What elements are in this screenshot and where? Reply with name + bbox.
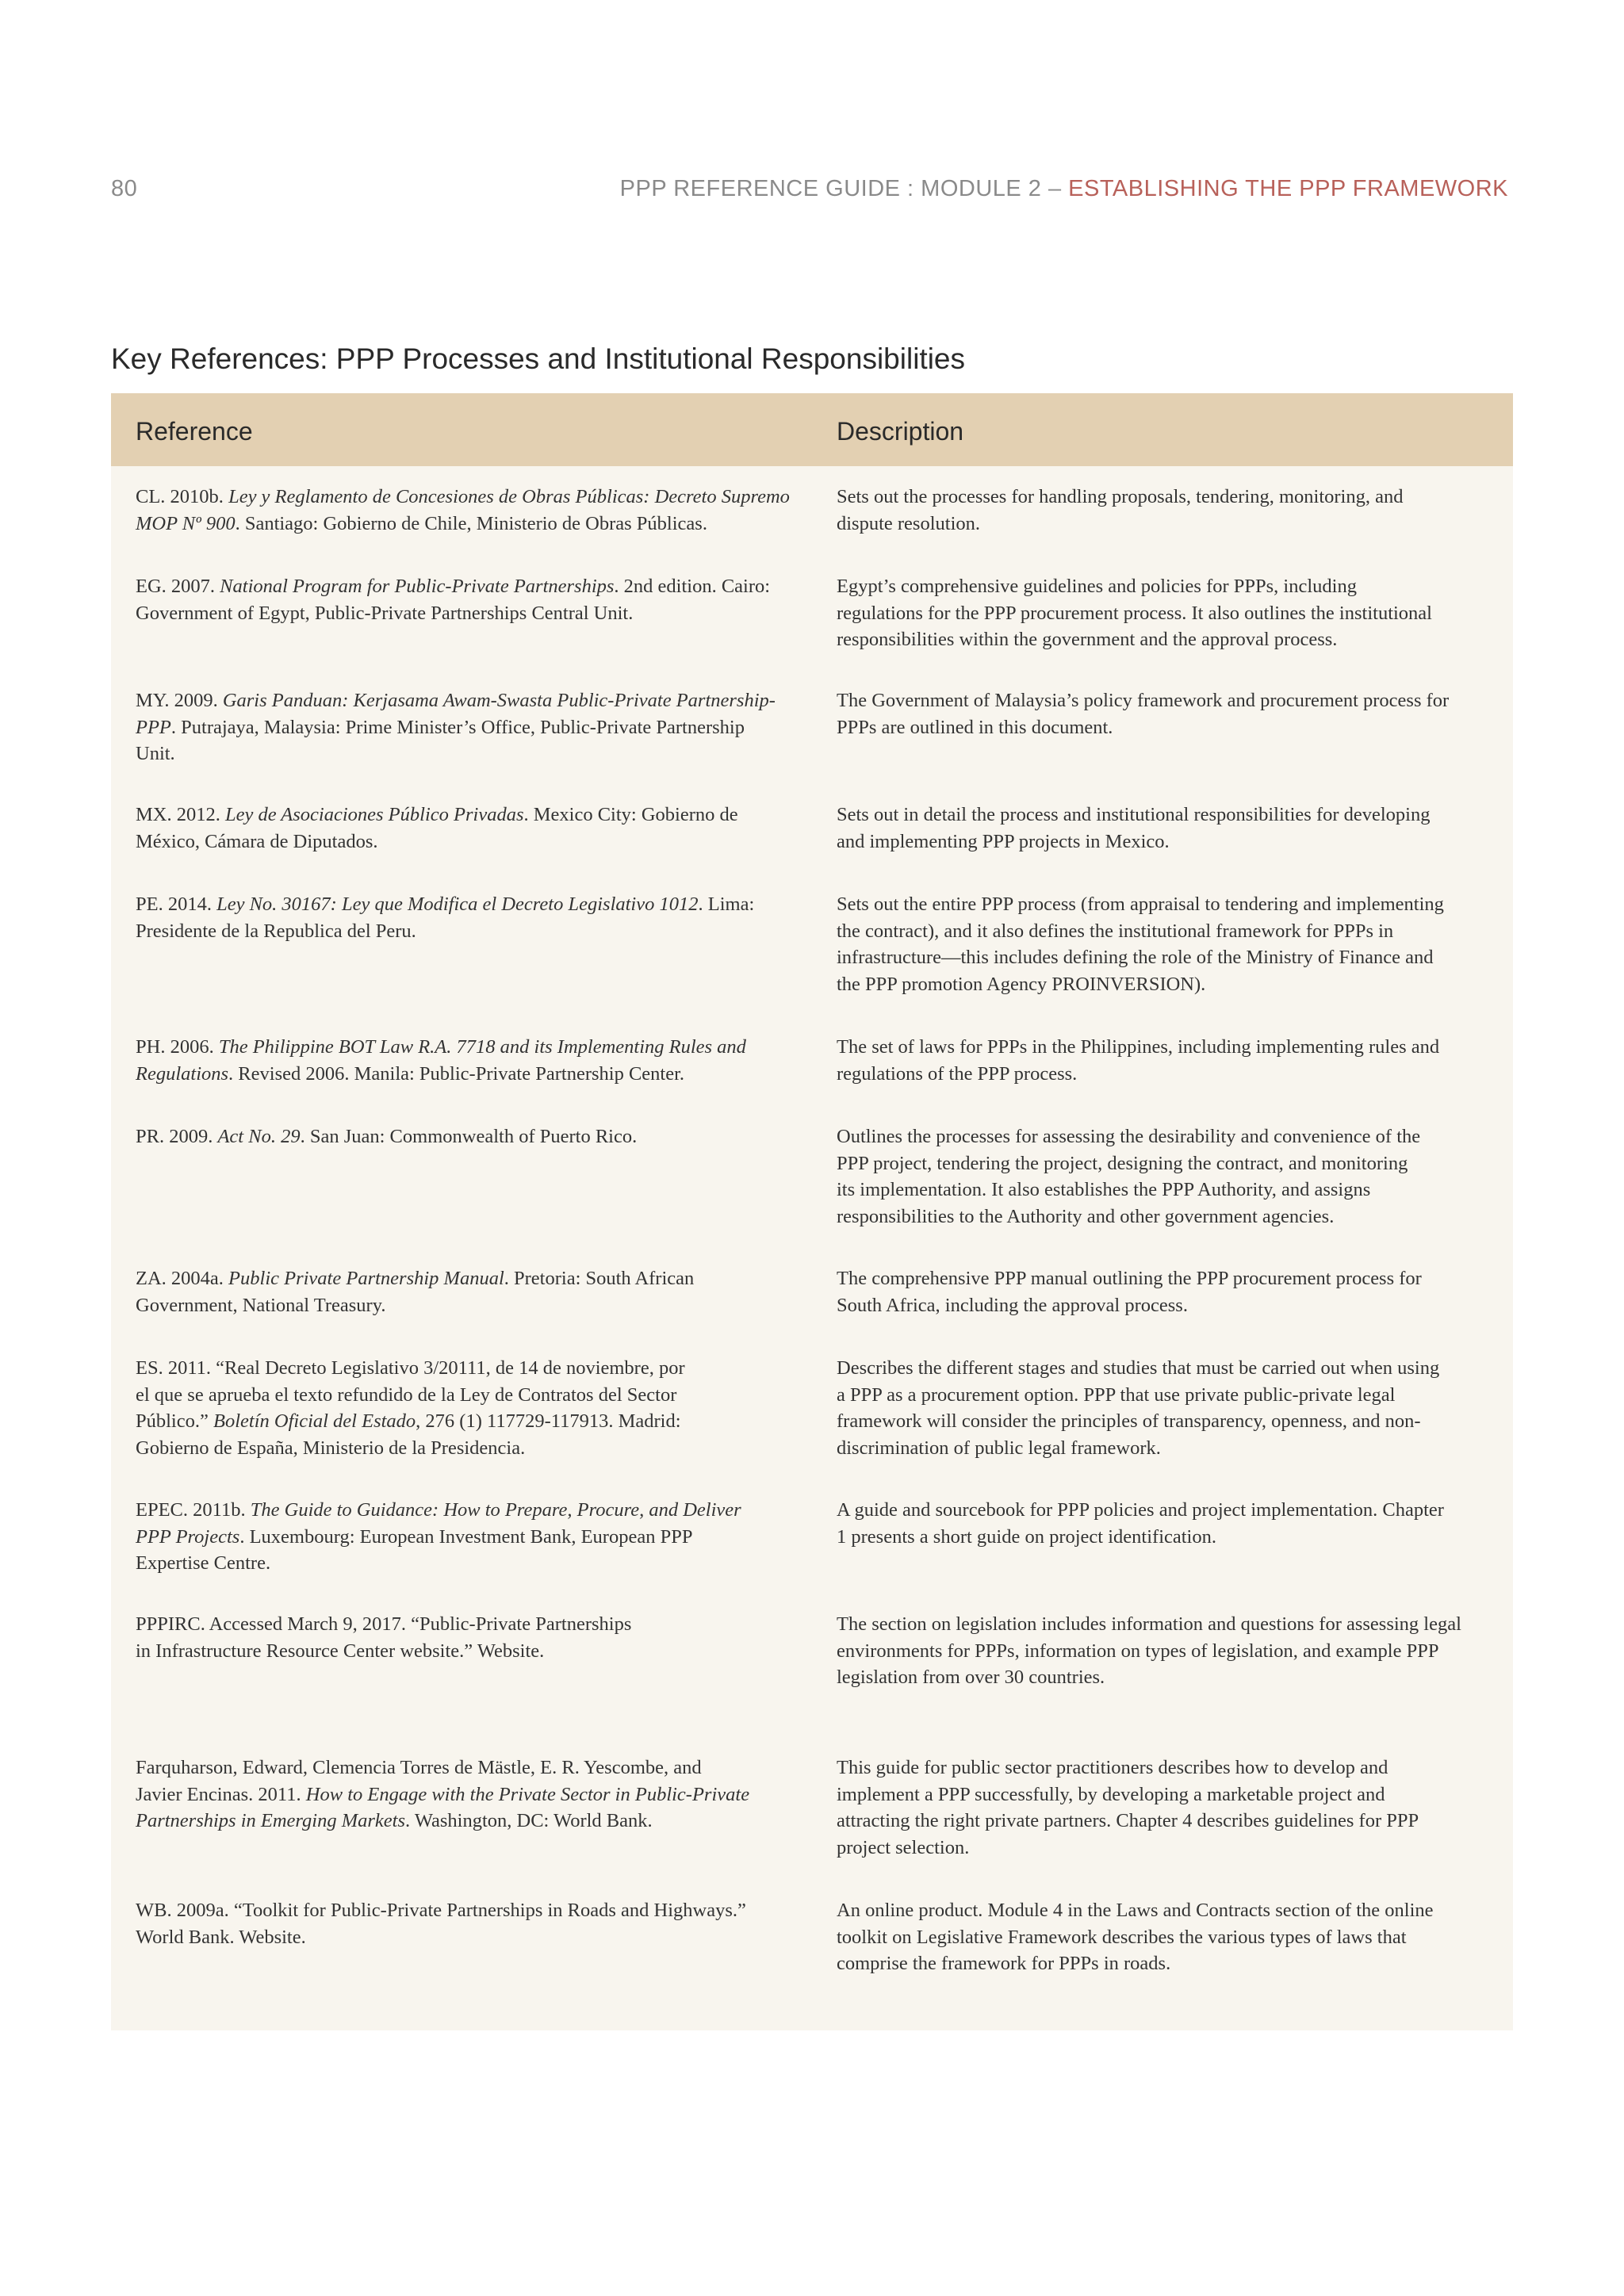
column-header-reference: Reference <box>136 417 253 446</box>
reference-cell: MY. 2009. Garis Panduan: Kerjasama Awam-Swasta Public-Private Partnership- PPP. Putrajaya, Malaysia: Prime Minister’s Office, Public-Private Partnership Unit. <box>136 690 776 764</box>
description-cell: Sets out the entire PPP process (from appraisal to tendering and implementing the contract), and it also defines the institutional framework for PPPs in infrastructure—this includes defining the role of the Ministry of Finance and the PPP promotion Agency PROINVERSION). <box>837 894 1444 995</box>
reference-cell: Farquharson, Edward, Clemencia Torres de Mästle, E. R. Yescombe, and Javier Encinas. 2011. How to Engage with the Private Sector in Public-Private Partnerships in Emerging Markets. Washington, DC: World Bank. <box>136 1757 750 1831</box>
reference-cell: ZA. 2004a. Public Private Partnership Manual. Pretoria: South African Government, National Treasury. <box>136 1268 695 1316</box>
running-head-text: PPP REFERENCE GUIDE : MODULE 2 – <box>619 176 1069 201</box>
running-head-accent: ESTABLISHING THE PPP FRAMEWORK <box>1068 176 1508 201</box>
reference-cell: ES. 2011. “Real Decreto Legislativo 3/20111, de 14 de noviembre, por el que se aprueba el texto refundido de la Ley de Contratos del Sector Público.” Boletín Oficial del Estado, 276 (1) 117729-117913. Madrid: Gobierno de España, Ministerio de la Presidencia. <box>136 1357 685 1459</box>
description-cell: An online product. Module 4 in the Laws and Contracts section of the online toolkit on Legislative Framework describes the various types of laws that comprise the framework for PPPs in roads. <box>837 1900 1434 1974</box>
references-table <box>111 393 1513 2030</box>
reference-cell: PH. 2006. The Philippine BOT Law R.A. 7718 and its Implementing Rules and Regulations. Revised 2006. Manila: Public-Private Partnership Center. <box>136 1036 746 1085</box>
description-cell: Outlines the processes for assessing the desirability and convenience of the PPP project, tendering the project, designing the contract, and monitoring its implementation. It also establishes the PPP Authority, and assigns responsibilities to the Authority and other government agencies. <box>837 1126 1421 1227</box>
running-head <box>620 176 1508 202</box>
reference-cell: PPPIRC. Accessed March 9, 2017. “Public-Private Partnerships in Infrastructure Resource Center website.” Website. <box>136 1613 632 1662</box>
description-cell: The set of laws for PPPs in the Philippines, including implementing rules and regulations of the PPP process. <box>837 1036 1440 1085</box>
reference-cell: EPEC. 2011b. The Guide to Guidance: How to Prepare, Procure, and Deliver PPP Projects. Luxembourg: European Investment Bank, European PPP Expertise Centre. <box>136 1499 741 1574</box>
description-cell: Egypt’s comprehensive guidelines and policies for PPPs, including regulations for the PPP procurement process. It also outlines the institutional responsibilities within the government and the approval process. <box>837 576 1432 650</box>
description-cell: The section on legislation includes information and questions for assessing legal environments for PPPs, information on types of legislation, and example PPP legislation from over 30 countries. <box>837 1613 1461 1688</box>
reference-cell: WB. 2009a. “Toolkit for Public-Private Partnerships in Roads and Highways.” World Bank. Website. <box>136 1900 746 1948</box>
description-cell: A guide and sourcebook for PPP policies and project implementation. Chapter 1 presents a short guide on project identification. <box>837 1499 1444 1548</box>
description-cell: The Government of Malaysia’s policy framework and procurement process for PPPs are outlined in this document. <box>837 690 1450 738</box>
table-title: Key References: PPP Processes and Institutional Responsibilities <box>111 342 965 375</box>
reference-cell: CL. 2010b. Ley y Reglamento de Concesiones de Obras Públicas: Decreto Supremo MOP Nº 900. Santiago: Gobierno de Chile, Ministerio de Obras Públicas. <box>136 486 790 534</box>
description-cell: This guide for public sector practitioners describes how to develop and implement a PPP successfully, by developing a marketable project and attracting the right private partners. Chapter 4 describes guidelines for PPP project selection. <box>837 1757 1419 1858</box>
page-number: 80 <box>111 176 138 201</box>
reference-cell: PE. 2014. Ley No. 30167: Ley que Modifica el Decreto Legislativo 1012. Lima: Presidente de la Republica del Peru. <box>136 894 755 942</box>
description-cell: Sets out the processes for handling proposals, tendering, monitoring, and dispute resolution. <box>837 486 1404 534</box>
reference-cell: EG. 2007. National Program for Public-Private Partnerships. 2nd edition. Cairo: Government of Egypt, Public-Private Partnerships Central Unit. <box>136 576 771 624</box>
reference-cell: PR. 2009. Act No. 29. San Juan: Commonwealth of Puerto Rico. <box>136 1126 638 1147</box>
column-header-description: Description <box>837 417 964 446</box>
description-cell: The comprehensive PPP manual outlining the PPP procurement process for South Africa, including the approval process. <box>837 1268 1422 1316</box>
description-cell: Describes the different stages and studies that must be carried out when using a PPP as a procurement option. PPP that use private public-private legal framework will consider the principles of transparency, openness, and non- discrimination of public legal framework. <box>837 1357 1440 1459</box>
table-header <box>111 393 1513 466</box>
description-cell: Sets out in detail the process and institutional responsibilities for developing and implementing PPP projects in Mexico. <box>837 804 1431 852</box>
reference-cell: MX. 2012. Ley de Asociaciones Público Privadas. Mexico City: Gobierno de México, Cámara de Diputados. <box>136 804 738 852</box>
